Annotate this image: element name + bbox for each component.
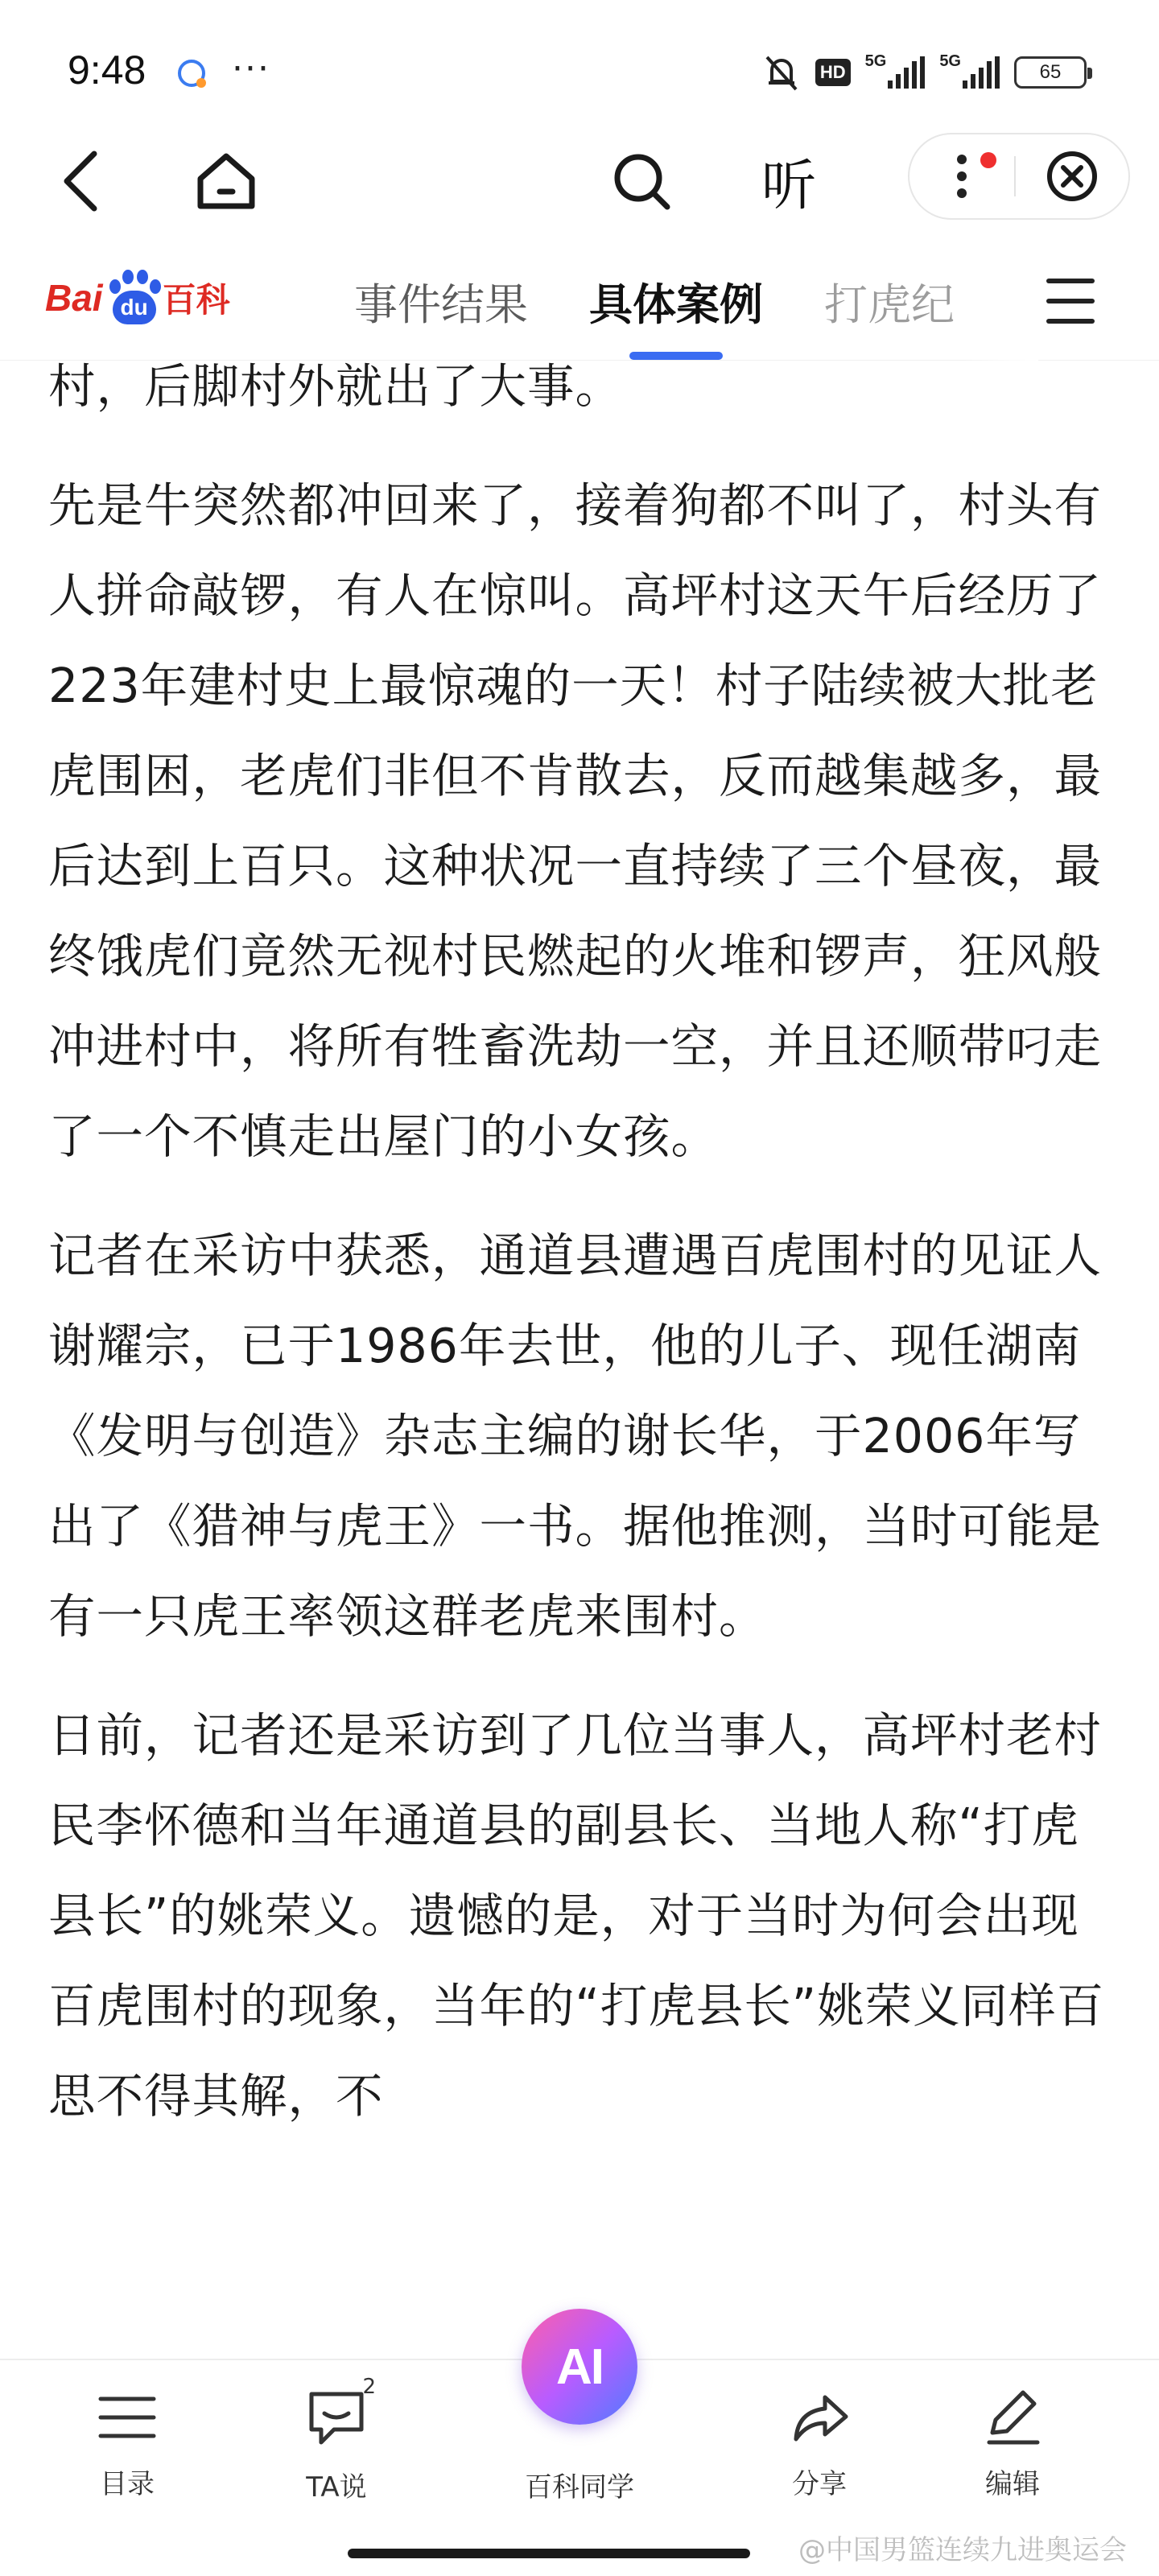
network-type-label: 5G xyxy=(864,52,887,70)
menu-icon[interactable] xyxy=(1046,279,1095,324)
more-button[interactable] xyxy=(909,134,1014,218)
ta-says-label: TA说 xyxy=(306,2471,367,2504)
status-more-dots: ··· xyxy=(232,48,270,89)
edit-button[interactable] xyxy=(948,2384,1077,2501)
signal-2 xyxy=(939,52,1000,89)
ai-assistant-button[interactable] xyxy=(522,2309,637,2425)
comment-icon xyxy=(302,2384,371,2450)
search-icon xyxy=(611,151,672,212)
signal-1 xyxy=(864,52,926,89)
hd-badge: HD xyxy=(815,59,851,86)
baike-classmate-label: 百科同学 xyxy=(525,2471,634,2504)
home-icon xyxy=(196,151,257,211)
browser-toolbar xyxy=(0,133,1159,229)
status-icons xyxy=(762,47,1087,98)
watermark-text: @中国男篮连续九进奥运会 xyxy=(798,2534,1127,2566)
chat-bubble-icon xyxy=(175,58,211,90)
notification-dot xyxy=(980,152,996,168)
status-bar xyxy=(0,0,1159,137)
more-vertical-icon xyxy=(956,154,967,199)
network-type-label: 5G xyxy=(939,52,961,70)
baike-classmate-label-wrap xyxy=(515,2465,644,2504)
article-paragraph: 日前，记者还是采访到了几位当事人，高坪村老村民李怀德和当年通道县的副县长、当地人称“打虎县长”的姚荣义。遗憾的是，对于当时为何会出现百虎围村的现象，当年的“打虎县长”姚荣义同样百思不得其解，不 xyxy=(48,1708,1105,2124)
comment-count-badge: 2 xyxy=(362,2375,376,2399)
signal-bars-icon xyxy=(963,56,1000,89)
logo-baike-text: 百科 xyxy=(162,280,230,320)
bottom-nav xyxy=(0,2339,1159,2520)
mute-bell-icon xyxy=(762,52,801,93)
tab-tiger-hunting[interactable]: 打虎纪 xyxy=(824,279,955,330)
back-arrow-icon xyxy=(60,151,101,212)
comment-icon-wrap xyxy=(302,2375,376,2454)
logo-du-text: du xyxy=(113,291,156,324)
back-button[interactable] xyxy=(48,133,113,229)
section-nav xyxy=(0,242,1159,361)
catalog-button[interactable] xyxy=(63,2384,192,2501)
ai-icon-text: AI xyxy=(556,2339,603,2395)
baidu-baike-logo[interactable] xyxy=(45,258,230,338)
listen-button[interactable]: 听 xyxy=(761,154,816,218)
battery-indicator: 65 xyxy=(1014,56,1087,89)
ta-says-button[interactable] xyxy=(272,2375,401,2504)
tab-event-result[interactable]: 事件结果 xyxy=(354,279,528,330)
edit-label: 编辑 xyxy=(985,2468,1040,2500)
home-button[interactable] xyxy=(190,133,262,229)
article-paragraph: 村，后脚村外就出了大事。 xyxy=(48,359,624,414)
share-label: 分享 xyxy=(792,2468,847,2500)
share-icon xyxy=(785,2384,854,2450)
share-button[interactable] xyxy=(755,2384,884,2501)
signal-bars-icon xyxy=(888,56,925,89)
close-circle-icon xyxy=(1046,150,1099,203)
tab-specific-cases[interactable]: 具体案例 xyxy=(589,270,763,332)
edit-icon xyxy=(978,2384,1047,2450)
logo-bai-text: Bai xyxy=(45,277,103,319)
mini-program-capsule xyxy=(908,133,1130,220)
catalog-label: 目录 xyxy=(100,2468,155,2500)
article-paragraph: 记者在采访中获悉，通道县遭遇百虎围村的见证人谢耀宗，已于1986年去世，他的儿子、现任湖南《发明与创造》杂志主编的谢长华，于2006年写出了《猎神与虎王》一书。据他推测，当时可能是有一只虎王率领这群老虎来围村。 xyxy=(48,1228,1103,1644)
catalog-icon xyxy=(93,2384,162,2450)
search-button[interactable] xyxy=(605,133,678,229)
status-time: 9:48 xyxy=(68,47,146,93)
article-body xyxy=(48,354,1114,2359)
article-paragraph: 先是牛突然都冲回来了，接着狗都不叫了，村头有人拼命敲锣，有人在惊叫。高坪村这天午后经历了223年建村史上最惊魂的一天！村子陆续被大批老虎围困，老虎们非但不肯散去，反而越集越多，最后达到上百只。这种状况一直持续了三个昼夜，最终饿虎们竟然无视村民燃起的火堆和锣声，狂风般冲进村中，将所有牲畜洗劫一空，并且还顺带叼走了一个不慎走出屋门的小女孩。 xyxy=(48,478,1103,1164)
paw-icon xyxy=(105,268,161,328)
home-indicator[interactable] xyxy=(348,2549,750,2558)
close-button[interactable] xyxy=(1016,134,1128,218)
section-tabs xyxy=(354,242,1030,361)
